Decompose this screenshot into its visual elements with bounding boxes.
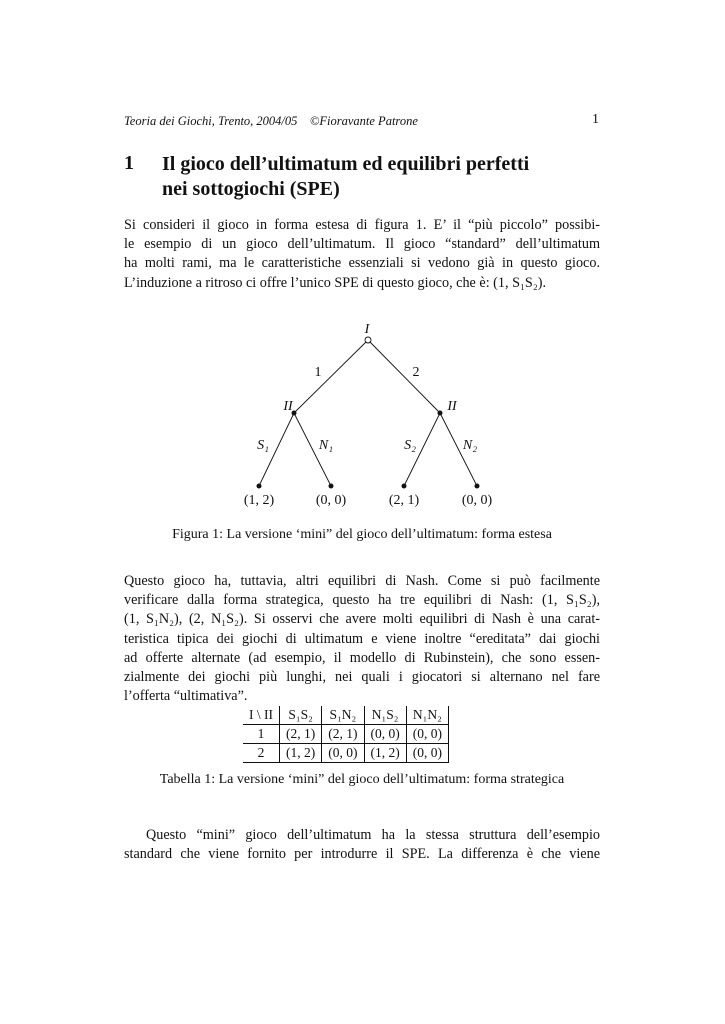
paragraph-mini (124, 826, 600, 864)
running-header (124, 114, 418, 129)
row-header: 2 (243, 744, 280, 763)
terminal-node (402, 484, 407, 489)
header-course: Teoria dei Giochi, Trento, 2004/05 (124, 114, 298, 128)
terminal-node (329, 484, 334, 489)
table-cell: (2, 1) (280, 725, 322, 744)
paragraph-line: ha molti rami, ma le caratteristiche essenziali si vedono già in questo gioco. (124, 255, 600, 272)
payoff-label: (0, 0) (315, 493, 347, 508)
edge-label-left: 1 (314, 365, 322, 380)
paragraph-intro (124, 216, 600, 293)
paragraph-line: zialmente dei giochi più lunghi, nei quali i giocatori si alternano nel fare (124, 668, 600, 685)
header-copyright: ©Fioravante Patrone (309, 114, 418, 128)
paragraph-line: (1, S₁N₂), (2, N₁S₂). Si osservi che avere molti equilibri di Nash è una carat- (124, 611, 600, 628)
section-number: 1 (124, 152, 134, 174)
game-tree-figure (230, 318, 510, 518)
root-label: I (364, 322, 370, 337)
column-header: N₁N₂ (406, 706, 448, 725)
payoff-label: (0, 0) (461, 493, 493, 508)
section-title-line1: Il gioco dell’ultimatum ed equilibri perfetti (162, 153, 530, 175)
tree-edge (294, 340, 368, 413)
paragraph-line: Questo gioco ha, tuttavia, altri equilibri di Nash. Come si può facilmente (124, 573, 600, 589)
table-cell: (1, 2) (364, 744, 406, 763)
table-cell: (2, 1) (322, 725, 364, 744)
branch-label: S₁ (257, 438, 269, 453)
branch-label: S₂ (404, 438, 416, 453)
table-corner-cell: I \ II (243, 706, 280, 725)
column-header: S₁S₂ (280, 706, 322, 725)
payoff-label: (2, 1) (388, 493, 420, 508)
paragraph-nash (124, 572, 600, 706)
strategic-form-table (243, 706, 449, 763)
paragraph-line: le esempio di un gioco dell’ultimatum. Il gioco “standard” dell’ultimatum (124, 236, 600, 253)
table-cell: (1, 2) (280, 744, 322, 763)
table-cell: (0, 0) (406, 725, 448, 744)
decision-node-right (438, 411, 443, 416)
terminal-node (475, 484, 480, 489)
table-row (243, 744, 449, 763)
root-node (365, 337, 371, 343)
node-label-right: II (447, 399, 457, 414)
terminal-node (257, 484, 262, 489)
tree-edge (368, 340, 440, 413)
table-cell: (0, 0) (364, 725, 406, 744)
paragraph-line: teristica tipica dei giochi di ultimatum e viene inoltre “ereditata” dai giochi (124, 630, 600, 647)
page-number: 1 (592, 112, 599, 127)
paragraph-line: l’offerta “ultimativa”. (124, 688, 248, 705)
table-caption: Tabella 1: La versione ‘mini” del gioco dell’ultimatum: forma strategica (159, 772, 565, 787)
section-title-line2: nei sottogiochi (SPE) (162, 178, 340, 200)
table-row (243, 725, 449, 744)
paragraph-line: Si consideri il gioco in forma estesa di figura 1. E’ il “più piccolo” possibi- (124, 217, 600, 233)
edge-label-right: 2 (412, 365, 420, 380)
strategic-form-table-wrapper (243, 706, 449, 763)
paragraph-line: Questo “mini” gioco dell’ultimatum ha la stessa struttura dell’esempio (146, 827, 600, 843)
paragraph-line: L’induzione a ritroso ci offre l’unico SPE di questo gioco, che è: (1, S₁S₂). (124, 274, 547, 291)
table-cell: (0, 0) (322, 744, 364, 763)
paragraph-line: verificare dalla forma strategica, questo ha tre equilibri di Nash: (1, S₁S₂), (124, 592, 600, 609)
figure-caption: Figura 1: La versione ‘mini” del gioco dell’ultimatum: forma estesa (172, 527, 552, 542)
branch-label: N₂ (462, 438, 478, 453)
branch-label: N₁ (318, 438, 334, 453)
table-cell: (0, 0) (406, 744, 448, 763)
column-header: S₁N₂ (322, 706, 364, 725)
node-label-left: II (283, 399, 293, 414)
table-header-row (243, 706, 449, 725)
paragraph-line: standard che viene fornito per introdurre il SPE. La differenza è che viene (124, 846, 600, 863)
paragraph-line: ad offerte alternate (ad esempio, il modello di Rubinstein), che sono essen- (124, 649, 600, 666)
section-title (162, 152, 612, 202)
row-header: 1 (243, 725, 280, 744)
column-header: N₁S₂ (364, 706, 406, 725)
payoff-label: (1, 2) (243, 493, 275, 508)
